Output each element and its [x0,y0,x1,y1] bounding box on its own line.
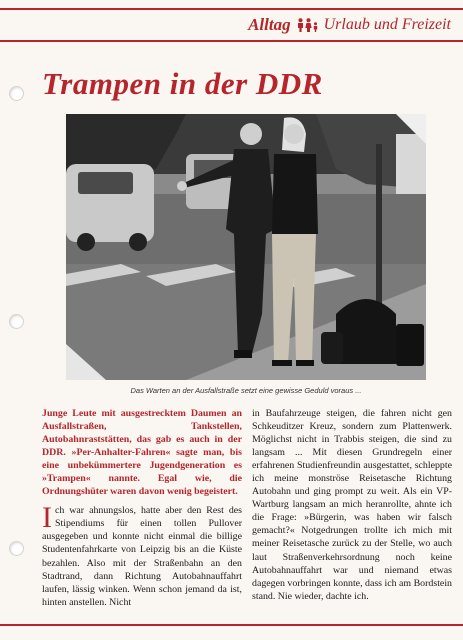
article-title: Trampen in der DDR [42,66,323,101]
section-category: Alltag [248,15,291,34]
header-rule-bottom [0,40,463,42]
binder-hole [9,541,24,556]
article-lead: Junge Leute mit ausgestrecktem Daumen an Ausfallstraßen, Tankstellen, Autobahnraststätten, das gab es auch in der DDR. »Per-Anhalter-Fahren« sagte man, bis eine unbekümmertere Jugendgeneration es »Trampen« nannte. Egal wie, die Ordnungshüter waren davon wenig begeistert. [42,408,242,498]
section-header [248,13,451,37]
article-body-right: in Baufahrzeuge steigen, die fahren nicht gen Schkeuditzer Kreuz, sondern zum Plattenwerk. Möglichst nicht in Trabbis steigen, die sind zu langsam ... Mit diesen Grundregeln einer erfahrenen Studienfreundin ausgestattet, schleppte ich meine monströse Reisetasche Richtung Autobahn und ging prompt zu weit. Als ein VP-Wartburg langsam an mich heranrollte, ahnte ich die Frage: »Bürgerin, was haben wir falsch gemacht?« Notgedrungen trollte ich mich mit meiner Reisetasche zurück zu der Stelle, wo auch laut Straßenverkehrsordnung noch keine Autobahnauffahrt war und niemand etwas dagegen vorbringen konnte, dass ich am Bordstein stand. Nie wieder, dachte ich. [252,408,452,602]
body-text-left: ch war ahnungslos, hatte aber den Rest des Stipendiums für einen tollen Pullover ausgegeben und konnte nicht einmal die billige Studentenfahrkarte von Leipzig bis an die Küste bezahlen. Also mit der Straßenbahn an den Stadtrand, dann Richtung Autobahnauffahrt laufen, lässig winken. Wenn schon jemand da ist, hinten anstellen. Nicht [42,505,242,608]
header-rule-top [0,8,463,10]
article-photo [66,114,426,380]
photo-caption: Das Warten an der Ausfallstraße setzt eine gewisse Geduld voraus ... [130,386,362,395]
family-icon [297,18,318,32]
section-subcategory: Urlaub und Freizeit [323,16,451,33]
binder-hole [9,86,24,101]
drop-cap: I [42,501,52,535]
footer-rule [0,624,463,626]
article-body-left [42,501,242,608]
article-column-left [42,407,242,609]
article-column-right [252,407,452,603]
binder-hole [9,314,24,329]
